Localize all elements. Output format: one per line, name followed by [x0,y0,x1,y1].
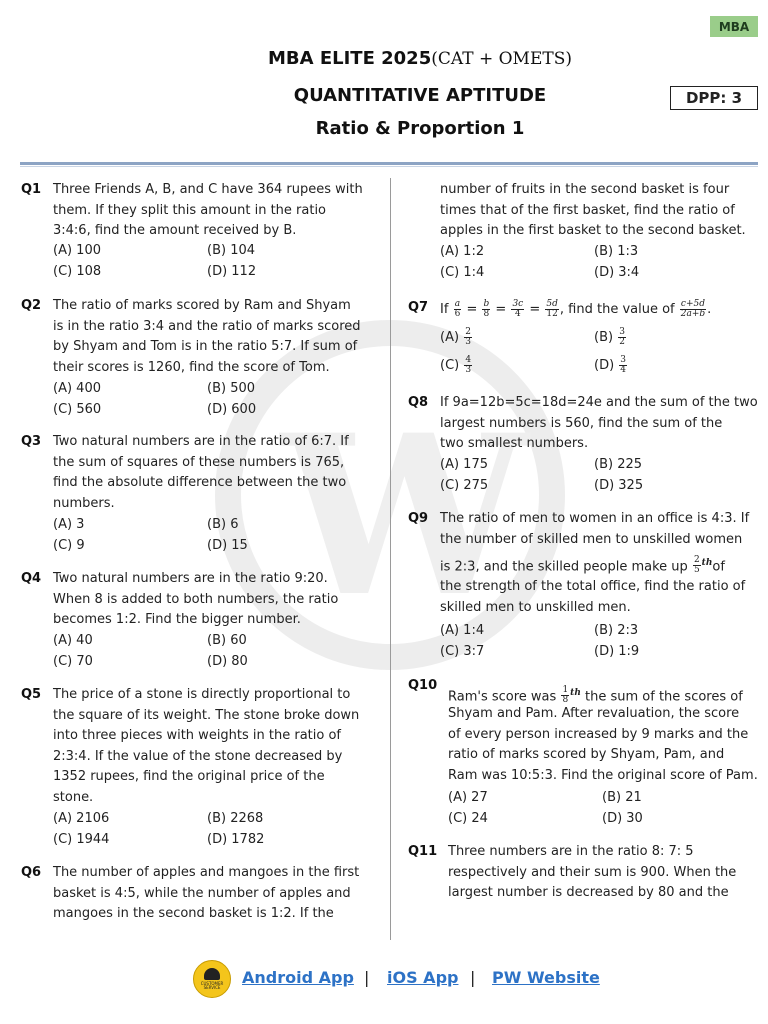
footer-separator: | [470,968,476,987]
option-c: (C) 70 [53,654,93,669]
option-c: (C) 275 [440,478,489,493]
option-d: (D) $\frac{3}{4}$ [594,355,627,375]
option-b: (B) 2:3 [594,623,639,638]
question-text: The price of a stone is directly proportional to the square of its weight. The stone broke down into three pieces with weights in the ratio of 2:3:4. If the value of the stone decreased by 1352 rupees, find the original price of the stone. [53,687,360,805]
question-text: Three Friends A, B, and C have 364 rupees with them. If they split this amount in the ratio 3:4:6, find the amount received by B. [53,182,363,238]
option-c: (C) 24 [448,811,488,826]
question-text: The ratio of marks scored by Ram and Shyam is in the ratio 3:4 and the ratio of marks scored by Shyam and Tom is in the ratio 5:7. If sum of their scores is 1260, find the score of Tom. [53,298,361,375]
option-d: (D) 30 [602,811,643,826]
option-d: (D) 600 [207,402,257,417]
option-a: (A) 175 [440,457,488,472]
ios-app-link[interactable]: iOS App [387,968,459,987]
column-divider [390,178,391,940]
option-a: (A) $\frac{2}{3}$ [440,327,471,347]
option-a: (A) 1:2 [440,244,485,259]
option-b: (B) 225 [594,457,643,472]
customer-service-icon: CUSTOMER SERVICE [193,960,231,998]
option-b: (B) 500 [207,381,256,396]
option-b: (B) 21 [602,790,642,805]
footer [0,958,768,1000]
dpp-box: DPP: 3 [670,86,758,110]
option-a: (A) 400 [53,381,101,396]
option-c: (C) 560 [53,402,102,417]
question-text: If $\frac{a}{6}$ = $\frac{b}{8}$ = $\frac{3c}{4}$ = $\frac{5d}{12}$ , find the value of $\frac{c+5d}{2a+b}$ . [440,299,712,319]
pw-website-link[interactable]: PW Website [492,968,600,987]
option-d: (D) 112 [207,264,257,279]
option-c: (C) 3:7 [440,644,485,659]
course-title: MBA ELITE 2025(CAT + OMETS) [268,48,572,69]
option-c: (C) 108 [53,264,102,279]
header-divider-light [20,166,758,167]
question-text: The ratio of men to women in an office is 4:3. If the number of skilled men to unskilled women is 2:3, and the skilled people make up $\frac{2}{5}$ $^{th}$of the strength of the total office, find the ratio of skilled men to unskilled men. [440,511,750,615]
option-a: (A) 2106 [53,811,110,826]
option-c: (C) 1944 [53,832,110,847]
question-text: number of fruits in the second basket is four times that of the first basket, find the ratio of apples in the first basket to the second basket. [440,182,746,238]
option-d: (D) 1:9 [594,644,640,659]
footer-separator: | [364,968,370,987]
option-d: (D) 15 [207,538,248,553]
android-app-link[interactable]: Android App [242,968,354,987]
question-text: Ram's score was $\frac{1}{8}$ $^{th}$ the sum of the scores of Shyam and Pam. After revaluation, the score of every person increased by 9 marks and the ratio of marks scored by Shyam, Pam, and Ram was 10:5:3. Find the original score of Pam. [448,685,758,783]
option-c: (C) 9 [53,538,85,553]
question-text: The number of apples and mangoes in the first basket is 4:5, while the number of apples and mangoes in the second basket is 1:2. If the [53,865,360,921]
header-divider [20,162,758,165]
subject-title: QUANTITATIVE APTITUDE [293,85,547,106]
option-a: (A) 3 [53,517,85,532]
option-a: (A) 1:4 [440,623,485,638]
mba-badge: MBA [710,16,758,37]
question-text: Two natural numbers are in the ratio 9:20. When 8 is added to both numbers, the ratio becomes 1:2. Find the bigger number. [53,571,339,627]
option-a: (A) 40 [53,633,93,648]
option-c: (C) $\frac{4}{3}$ [440,355,472,375]
option-d: (D) 1782 [207,832,265,847]
option-b: (B) 6 [207,517,239,532]
option-c: (C) 1:4 [440,265,485,280]
option-b: (B) $\frac{3}{2}$ [594,327,625,347]
option-d: (D) 325 [594,478,644,493]
option-b: (B) 60 [207,633,247,648]
option-d: (D) 3:4 [594,265,640,280]
topic-title: Ratio & Proportion 1 [315,118,525,139]
option-a: (A) 27 [448,790,488,805]
question-text: If 9a=12b=5c=18d=24e and the sum of the two largest numbers is 560, find the sum of the two smallest numbers. [440,395,758,451]
option-b: (B) 1:3 [594,244,639,259]
question-text: Three numbers are in the ratio 8: 7: 5 respectively and their sum is 900. When the largest number is decreased by 80 and the [448,844,737,900]
option-a: (A) 100 [53,243,101,258]
option-b: (B) 104 [207,243,256,258]
option-b: (B) 2268 [207,811,264,826]
option-d: (D) 80 [207,654,248,669]
question-text: Two natural numbers are in the ratio of 6:7. If the sum of squares of these numbers is 765, find the absolute difference between the two numbers. [53,434,349,511]
